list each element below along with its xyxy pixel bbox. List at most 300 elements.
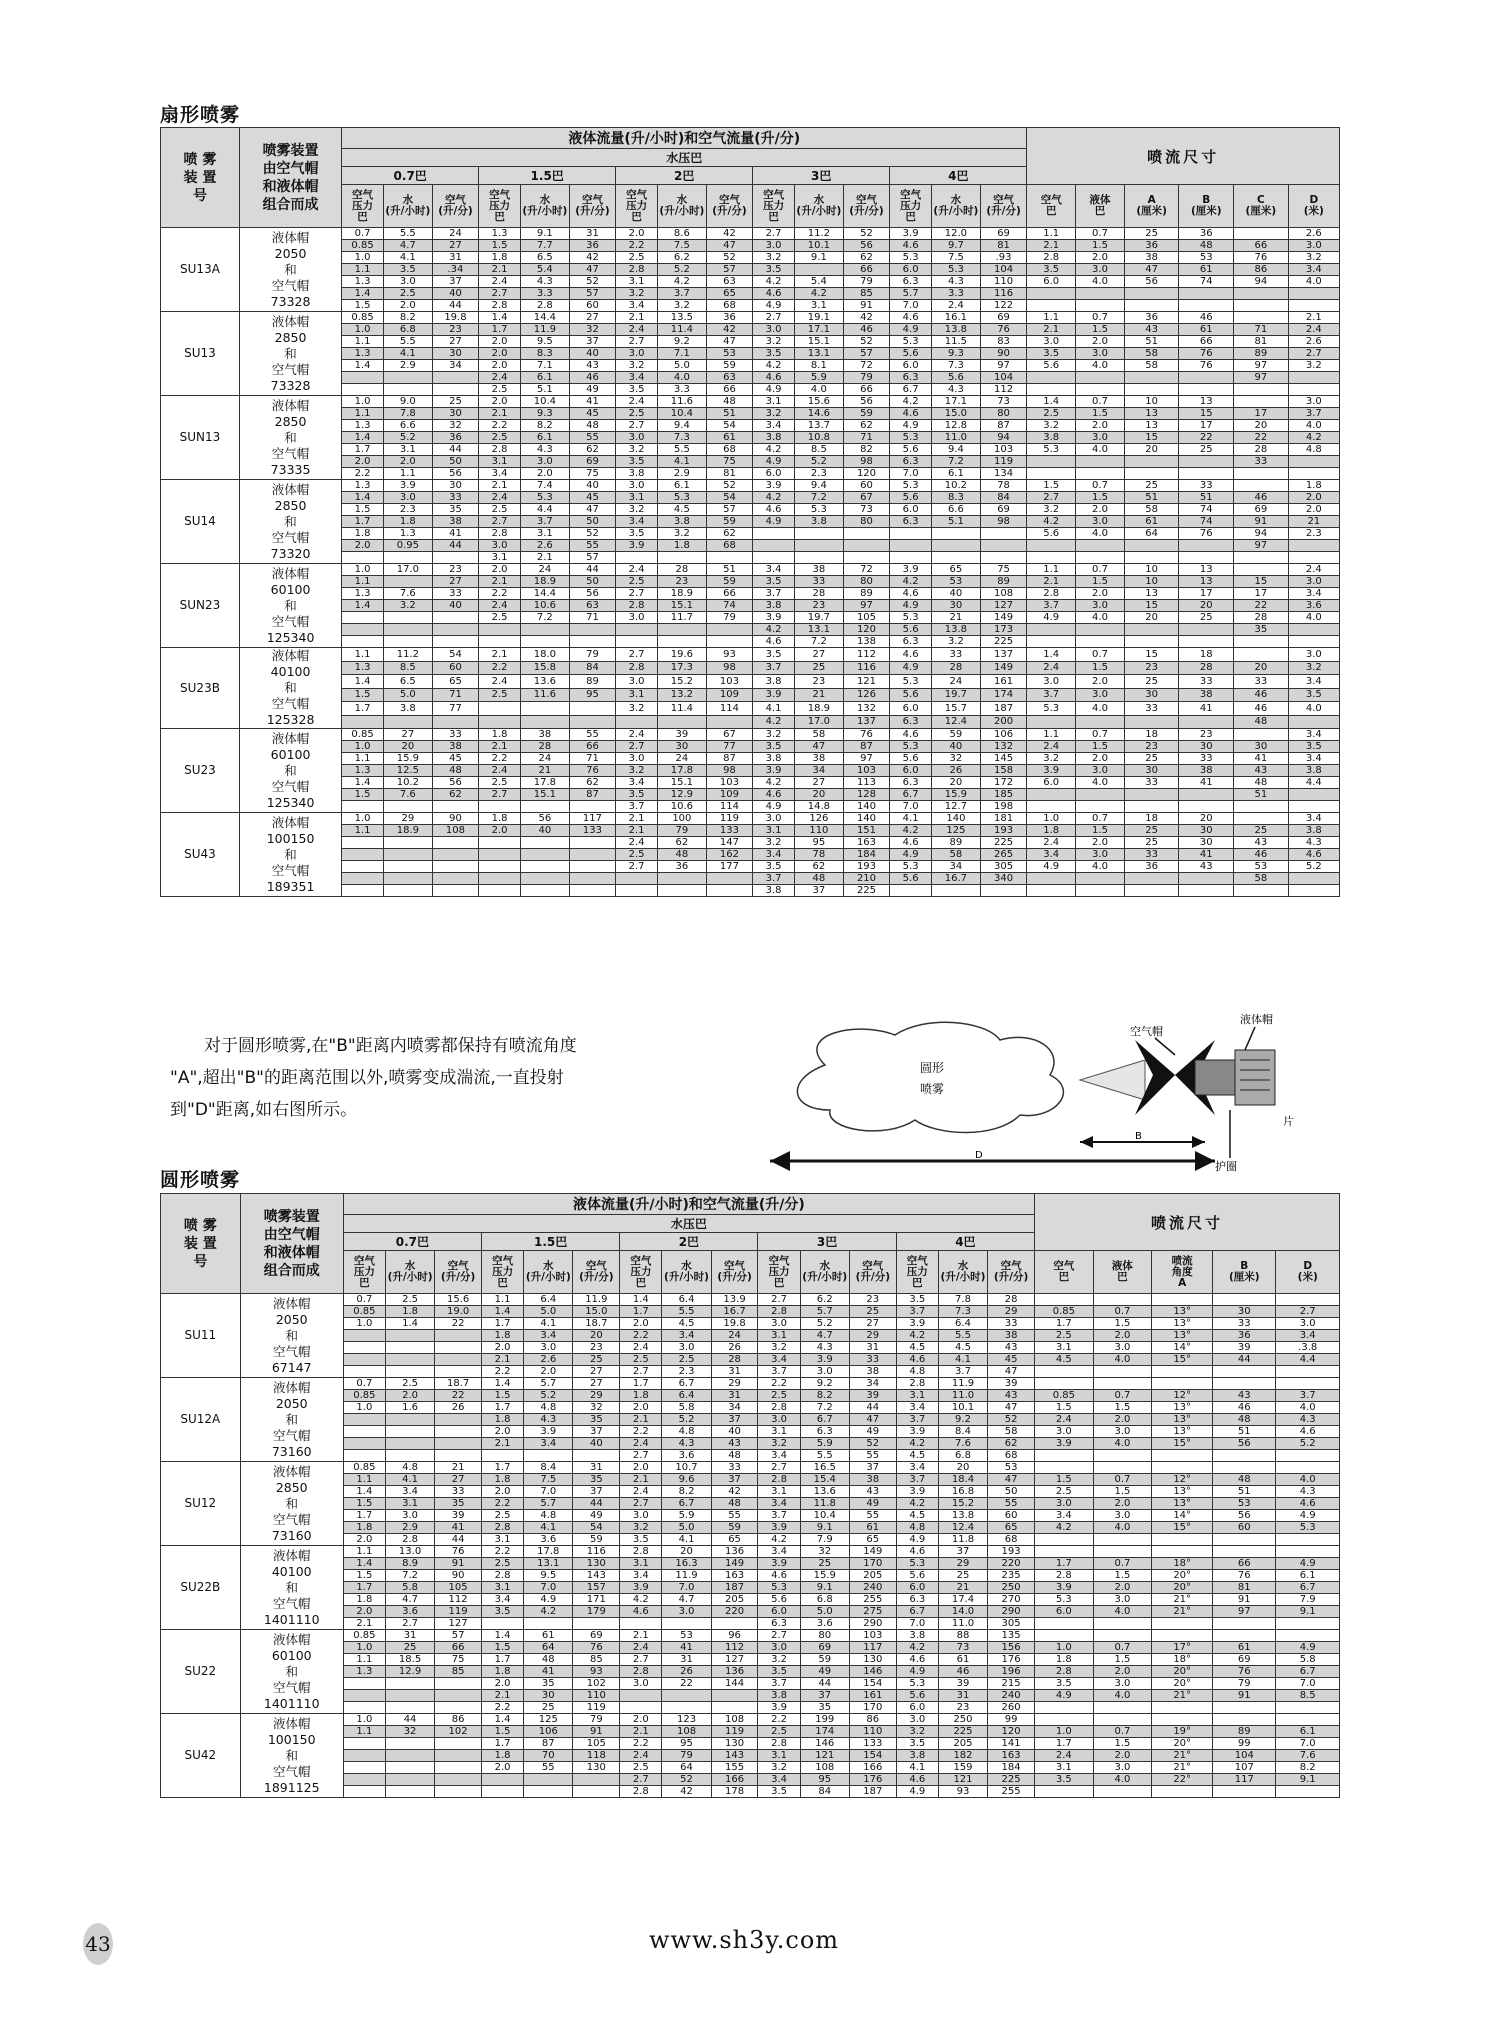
- table-cell: 68: [706, 300, 752, 312]
- table-cell: 3.8: [1027, 432, 1076, 444]
- table-cell: 3.0: [1093, 1678, 1152, 1690]
- table-cell: 133: [569, 825, 615, 837]
- table-cell: 2.0: [479, 360, 521, 372]
- table-cell: [1152, 1714, 1213, 1726]
- table-cell: 6.8: [383, 324, 432, 336]
- table-cell: 4.9: [890, 600, 932, 612]
- table-cell: 2.0: [343, 1534, 385, 1546]
- table-cell: 3.1: [753, 825, 795, 837]
- table-cell: [1288, 288, 1339, 300]
- table-cell: [1152, 1378, 1213, 1390]
- table-cell: [1093, 1378, 1152, 1390]
- table-cell: 9.3: [520, 408, 569, 420]
- table-cell: 60: [432, 661, 478, 675]
- table-cell: 49: [849, 1426, 896, 1438]
- table-cell: 2.5: [479, 504, 521, 516]
- diagram-label-round: 圆形: [920, 1061, 945, 1075]
- table-cell: 4.2: [1027, 516, 1076, 528]
- table-cell: 2.0: [1288, 492, 1339, 504]
- table-cell: [1124, 288, 1179, 300]
- table-cell: 65: [849, 1534, 896, 1546]
- table-cell: [385, 1750, 434, 1762]
- table-cell: [569, 801, 615, 813]
- table-cell: 104: [980, 264, 1027, 276]
- table-cell: [1288, 540, 1339, 552]
- table-cell: 5.2: [524, 1390, 573, 1402]
- table-cell: 4.9: [1276, 1510, 1340, 1522]
- table-cell: 12.9: [385, 1666, 434, 1678]
- table-cell: 3.7: [896, 1414, 938, 1426]
- table-cell: 6.3: [890, 456, 932, 468]
- table-cell: 2.7: [616, 648, 658, 662]
- table-cell: 3.4: [616, 777, 658, 789]
- table-cell: 149: [849, 1546, 896, 1558]
- table-cell: 15: [1124, 432, 1179, 444]
- table-cell: 3.2: [616, 702, 658, 716]
- table-cell: 57: [706, 504, 752, 516]
- table-cell: 81: [1213, 1582, 1276, 1594]
- table-cell: 7.2: [800, 1402, 849, 1414]
- table-cell: 2.0: [342, 456, 384, 468]
- table-cell: [383, 636, 432, 648]
- table-cell: 3.7: [896, 1306, 938, 1318]
- table-cell: [1288, 384, 1339, 396]
- table-cell: 3.0: [520, 456, 569, 468]
- table-cell: 3.2: [758, 1762, 800, 1774]
- table-cell: 1.4: [620, 1294, 662, 1306]
- table-cell: 13: [1124, 420, 1179, 432]
- table-cell: 2.1: [1027, 576, 1076, 588]
- table-cell: 1.1: [342, 264, 384, 276]
- table-cell: 44: [432, 300, 478, 312]
- table-cell: 79: [706, 612, 752, 624]
- table-cell: [342, 849, 384, 861]
- table-cell: 55: [569, 540, 615, 552]
- table-cell: 20: [662, 1546, 711, 1558]
- table-cell: [385, 1678, 434, 1690]
- table-cell: 275: [849, 1606, 896, 1618]
- table-cell: 62: [569, 444, 615, 456]
- table-cell: 79: [1213, 1678, 1276, 1690]
- header-nozzle-model: 喷 雾 装 置 号: [161, 128, 240, 228]
- table-cell: 99: [1213, 1738, 1276, 1750]
- table-cell: [385, 1438, 434, 1450]
- table-cell: 81: [706, 468, 752, 480]
- table-cell: 23: [1179, 729, 1234, 741]
- table-row: [161, 480, 1340, 492]
- table-cell: [616, 624, 658, 636]
- table-cell: 1.1: [383, 468, 432, 480]
- table-cell: 3.1: [479, 456, 521, 468]
- table-cell: 3.5: [758, 1666, 800, 1678]
- table-cell: [479, 885, 521, 897]
- table-cell: [383, 861, 432, 873]
- table-cell: [482, 1450, 524, 1462]
- table-cell: [1076, 540, 1125, 552]
- table-cell: 3.6: [524, 1534, 573, 1546]
- table-cell: 11.2: [383, 648, 432, 662]
- table-cell: 3.7: [758, 1366, 800, 1378]
- table-cell: 3.5: [753, 576, 795, 588]
- table-cell: 2.4: [1027, 837, 1076, 849]
- table-cell: 6.0: [890, 360, 932, 372]
- table-cell: 75: [706, 456, 752, 468]
- table-cell: [1076, 885, 1125, 897]
- table-cell: 20°: [1152, 1582, 1213, 1594]
- table-cell: 91: [1234, 516, 1289, 528]
- table-cell: 5.3: [1276, 1522, 1340, 1534]
- table-cell: 4.0: [1076, 777, 1125, 789]
- table-cell: 76: [435, 1546, 482, 1558]
- table-cell: 33: [432, 588, 478, 600]
- table-cell: 2.2: [620, 1738, 662, 1750]
- table-cell: 3.2: [932, 636, 981, 648]
- table-cell: 6.0: [890, 765, 932, 777]
- table-cell: 28: [1179, 661, 1234, 675]
- table-cell: 72: [843, 564, 889, 576]
- table-cell: 60: [1213, 1522, 1276, 1534]
- header-water-flow: 水 (升/小时): [657, 185, 706, 228]
- header-pressure-level: 2巴: [616, 167, 753, 185]
- table-cell: 16.3: [662, 1558, 711, 1570]
- header-jet-column: B (厘米): [1179, 185, 1234, 228]
- table-cell: 53: [1179, 252, 1234, 264]
- table-cell: 121: [843, 675, 889, 689]
- table-cell: 36: [657, 861, 706, 873]
- table-cell: [706, 873, 752, 885]
- table-cell: 17°: [1152, 1642, 1213, 1654]
- table-cell: 205: [711, 1594, 758, 1606]
- table-cell: 57: [706, 264, 752, 276]
- table-cell: 7.6: [1276, 1750, 1340, 1762]
- table-cell: [1035, 1618, 1094, 1630]
- table-cell: 2.0: [383, 300, 432, 312]
- table-cell: 64: [1124, 528, 1179, 540]
- table-cell: 61: [524, 1630, 573, 1642]
- round-spray-table: [160, 1193, 1340, 1798]
- table-cell: 1.5: [1076, 661, 1125, 675]
- table-cell: 4.8: [385, 1462, 434, 1474]
- table-cell: 7.2: [385, 1570, 434, 1582]
- table-cell: 19.8: [711, 1318, 758, 1330]
- table-cell: 2.1: [479, 264, 521, 276]
- table-cell: 33: [1234, 675, 1289, 689]
- table-cell: 4.2: [753, 276, 795, 288]
- table-cell: 62: [432, 789, 478, 801]
- table-cell: 4.7: [383, 240, 432, 252]
- table-cell: [1179, 801, 1234, 813]
- table-cell: 3.0: [620, 1678, 662, 1690]
- table-cell: 3.8: [1288, 825, 1339, 837]
- table-cell: 57: [435, 1630, 482, 1642]
- table-row: [161, 813, 1340, 825]
- table-cell: [432, 552, 478, 564]
- table-cell: 23: [573, 1342, 620, 1354]
- table-cell: 13°: [1152, 1486, 1213, 1498]
- table-cell: 17.4: [938, 1594, 987, 1606]
- table-cell: 2.8: [479, 300, 521, 312]
- table-cell: [569, 702, 615, 716]
- table-cell: [1234, 885, 1289, 897]
- table-cell: [1035, 1702, 1094, 1714]
- table-cell: 6.3: [890, 777, 932, 789]
- table-cell: 8.4: [524, 1462, 573, 1474]
- table-cell: 3.0: [383, 492, 432, 504]
- table-cell: [1124, 540, 1179, 552]
- table-cell: 2.0: [524, 1366, 573, 1378]
- table-cell: 2.8: [616, 600, 658, 612]
- table-cell: 10: [1124, 396, 1179, 408]
- table-cell: 3.5: [616, 456, 658, 468]
- table-cell: 28: [1234, 612, 1289, 624]
- table-cell: 76: [1213, 1570, 1276, 1582]
- table-cell: 2.4: [1288, 564, 1339, 576]
- table-cell: 18: [1124, 729, 1179, 741]
- table-cell: 40: [569, 348, 615, 360]
- table-cell: 41: [1179, 849, 1234, 861]
- table-cell: 3.0: [1288, 396, 1339, 408]
- table-cell: 2.1: [479, 576, 521, 588]
- table-cell: 3.5: [753, 348, 795, 360]
- table-cell: 2.5: [616, 576, 658, 588]
- table-cell: 107: [1213, 1762, 1276, 1774]
- table-cell: 19.6: [657, 648, 706, 662]
- table-cell: 15: [1124, 600, 1179, 612]
- table-cell: 1.1: [1027, 729, 1076, 741]
- table-cell: 30: [1179, 837, 1234, 849]
- table-cell: [657, 624, 706, 636]
- table-cell: 1.5: [1076, 576, 1125, 588]
- table-cell: 3.0: [1027, 336, 1076, 348]
- table-cell: [1152, 1534, 1213, 1546]
- table-cell: 110: [573, 1690, 620, 1702]
- table-cell: 3.2: [753, 729, 795, 741]
- table-cell: 30: [1179, 741, 1234, 753]
- table-cell: 17.8: [520, 777, 569, 789]
- table-cell: 66: [569, 741, 615, 753]
- table-cell: 33: [1124, 777, 1179, 789]
- table-cell: 80: [843, 516, 889, 528]
- table-cell: 59: [573, 1534, 620, 1546]
- table-cell: 89: [1234, 348, 1289, 360]
- table-cell: 30: [1234, 741, 1289, 753]
- table-cell: 2.9: [383, 360, 432, 372]
- table-cell: 40: [573, 1438, 620, 1450]
- table-cell: 56: [843, 396, 889, 408]
- table-cell: 7.1: [657, 348, 706, 360]
- table-cell: 1.5: [482, 1390, 524, 1402]
- table-cell: 4.4: [520, 504, 569, 516]
- table-cell: 2.7: [758, 1630, 800, 1642]
- table-cell: 12.4: [932, 715, 981, 729]
- table-cell: 2.0: [385, 1390, 434, 1402]
- table-cell: 128: [843, 789, 889, 801]
- table-cell: 3.9: [890, 228, 932, 240]
- table-cell: 47: [988, 1402, 1035, 1414]
- table-cell: 6.4: [938, 1318, 987, 1330]
- table-cell: 38: [988, 1330, 1035, 1342]
- table-cell: 34: [849, 1378, 896, 1390]
- table-cell: 61: [1179, 264, 1234, 276]
- table-cell: 45: [569, 492, 615, 504]
- website-url[interactable]: www.sh3y.com: [648, 1926, 840, 1954]
- table-cell: 1.7: [342, 702, 384, 716]
- table-cell: 31: [662, 1654, 711, 1666]
- table-cell: 4.0: [1076, 528, 1125, 540]
- table-cell: 2.3: [1288, 528, 1339, 540]
- table-cell: 1.8: [482, 1750, 524, 1762]
- table-cell: 117: [849, 1642, 896, 1654]
- table-cell: 9.1: [1276, 1774, 1340, 1786]
- table-cell: 135: [988, 1630, 1035, 1642]
- table-cell: 93: [573, 1666, 620, 1678]
- table-cell: 61: [1213, 1642, 1276, 1654]
- table-cell: [383, 576, 432, 588]
- table-cell: 8.2: [520, 420, 569, 432]
- table-cell: 6.3: [890, 636, 932, 648]
- table-cell: [1035, 1714, 1094, 1726]
- table-cell: 3.9: [1035, 1438, 1094, 1450]
- table-cell: 67: [843, 492, 889, 504]
- table-cell: 2.4: [616, 324, 658, 336]
- table-cell: 1.8: [385, 1306, 434, 1318]
- table-cell: 33: [711, 1462, 758, 1474]
- table-cell: 3.0: [758, 1318, 800, 1330]
- table-cell: 4.3: [932, 276, 981, 288]
- table-cell: 6.6: [932, 504, 981, 516]
- table-cell: [432, 849, 478, 861]
- table-cell: 20: [1179, 600, 1234, 612]
- table-cell: [1288, 715, 1339, 729]
- table-cell: 4.2: [758, 1534, 800, 1546]
- table-cell: 4.6: [1288, 849, 1339, 861]
- header-water-flow: 水 (升/小时): [932, 185, 981, 228]
- table-cell: 62: [988, 1438, 1035, 1450]
- table-cell: 3.9: [753, 765, 795, 777]
- table-cell: 47: [1124, 264, 1179, 276]
- table-cell: 6.4: [662, 1390, 711, 1402]
- table-cell: 41: [432, 528, 478, 540]
- table-cell: 79: [657, 825, 706, 837]
- table-cell: 130: [573, 1558, 620, 1570]
- table-cell: 13°: [1152, 1498, 1213, 1510]
- table-cell: 4.0: [1093, 1354, 1152, 1366]
- table-cell: 0.7: [1093, 1306, 1152, 1318]
- table-cell: 1.0: [343, 1642, 385, 1654]
- table-cell: 4.5: [1035, 1354, 1094, 1366]
- table-cell: 33: [795, 576, 844, 588]
- table-cell: 15.1: [657, 600, 706, 612]
- table-cell: 56: [432, 777, 478, 789]
- table-cell: 15: [1234, 576, 1289, 588]
- table-cell: 88: [938, 1630, 987, 1642]
- table-cell: 5.0: [383, 688, 432, 702]
- table-cell: 55: [569, 432, 615, 444]
- table-cell: [1124, 885, 1179, 897]
- table-cell: [524, 1450, 573, 1462]
- table-cell: 1.0: [1035, 1642, 1094, 1654]
- table-cell: 8.2: [662, 1486, 711, 1498]
- table-cell: 4.0: [1093, 1690, 1152, 1702]
- table-cell: 36: [432, 432, 478, 444]
- table-cell: [385, 1738, 434, 1750]
- table-cell: 3.0: [1035, 1498, 1094, 1510]
- table-cell: [385, 1786, 434, 1798]
- table-cell: [795, 552, 844, 564]
- table-cell: [1027, 885, 1076, 897]
- table-cell: [435, 1702, 482, 1714]
- table-cell: 7.5: [657, 240, 706, 252]
- table-cell: [1124, 468, 1179, 480]
- table-cell: 17.1: [932, 396, 981, 408]
- table-cell: 104: [980, 372, 1027, 384]
- table-cell: 3.0: [1076, 432, 1125, 444]
- table-cell: 240: [988, 1690, 1035, 1702]
- table-cell: 3.0: [1027, 675, 1076, 689]
- table-cell: 3.4: [479, 468, 521, 480]
- table-cell: 94: [1234, 276, 1289, 288]
- table-cell: 1.4: [1027, 396, 1076, 408]
- table-cell: 21: [795, 688, 844, 702]
- table-cell: 199: [800, 1714, 849, 1726]
- table-cell: 3.8: [657, 516, 706, 528]
- table-cell: 54: [706, 492, 752, 504]
- table-cell: 2.7: [753, 228, 795, 240]
- table-cell: [383, 612, 432, 624]
- table-cell: 59: [843, 408, 889, 420]
- table-cell: 46: [1234, 492, 1289, 504]
- table-cell: 5.2: [383, 432, 432, 444]
- table-cell: 76: [1179, 360, 1234, 372]
- table-cell: [435, 1762, 482, 1774]
- table-cell: 48: [711, 1498, 758, 1510]
- table-cell: 15.4: [800, 1474, 849, 1486]
- table-cell: 3.0: [1076, 264, 1125, 276]
- table-cell: 12.0: [932, 228, 981, 240]
- table-cell: 2.5: [479, 432, 521, 444]
- table-cell: 225: [988, 1774, 1035, 1786]
- table-cell: [432, 636, 478, 648]
- table-cell: 31: [938, 1690, 987, 1702]
- table-cell: [435, 1450, 482, 1462]
- table-cell: 16.7: [711, 1306, 758, 1318]
- table-cell: [1093, 1366, 1152, 1378]
- table-cell: 3.0: [753, 240, 795, 252]
- table-cell: 52: [843, 228, 889, 240]
- table-cell: 6.0: [1027, 276, 1076, 288]
- table-cell: 122: [980, 300, 1027, 312]
- table-cell: [1093, 1534, 1152, 1546]
- nozzle-model: SU22B: [161, 1546, 241, 1630]
- table-cell: [1276, 1366, 1340, 1378]
- table-cell: 40: [569, 480, 615, 492]
- table-cell: 119: [706, 813, 752, 825]
- table-cell: 9.4: [657, 420, 706, 432]
- table-cell: 270: [988, 1594, 1035, 1606]
- table-cell: 22: [1179, 432, 1234, 444]
- table-cell: 48: [1234, 777, 1289, 789]
- table-cell: 38: [432, 741, 478, 753]
- table-row: [161, 729, 1340, 741]
- table-cell: 91: [1213, 1690, 1276, 1702]
- table-cell: 3.5: [616, 789, 658, 801]
- table-cell: 2.2: [758, 1378, 800, 1390]
- table-cell: 4.0: [1076, 360, 1125, 372]
- table-cell: 154: [849, 1750, 896, 1762]
- round-spray-description: [170, 1030, 730, 1126]
- table-cell: [383, 837, 432, 849]
- table-cell: 3.2: [1027, 420, 1076, 432]
